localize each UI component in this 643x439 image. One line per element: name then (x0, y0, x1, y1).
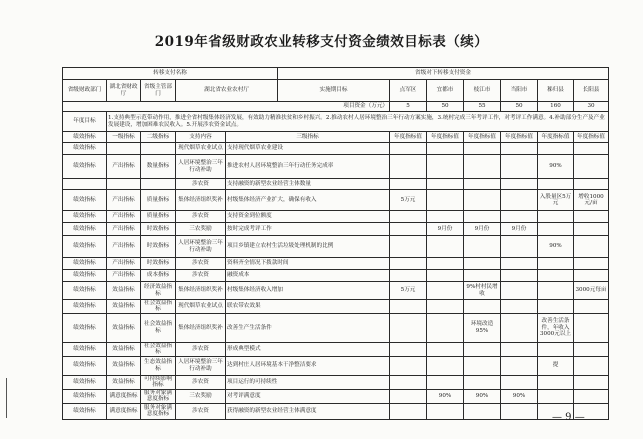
row-value-2 (464, 211, 501, 223)
row-level3: 村级集体经济收入增加 (226, 282, 390, 300)
competent-dept-label: 省级主管部门 (141, 80, 176, 102)
row-level1: 产出指标 (107, 190, 141, 211)
row-support: 涉农资 (176, 211, 226, 223)
row-level2: 时效指标 (141, 236, 176, 258)
row-value-3 (501, 190, 538, 211)
col-header-level2: 二级指标 (141, 132, 176, 143)
row-value-4 (538, 282, 574, 300)
row-value-2: 9%村村民增收 (464, 282, 501, 300)
row-level2: 质量指标 (141, 190, 176, 211)
row-support: 人居环境整治三年行动补助 (176, 236, 226, 258)
row-value-1 (427, 403, 464, 419)
row-value-2 (464, 300, 501, 314)
row-value-3 (501, 282, 538, 300)
row-level2: 社会效益指标 (141, 313, 176, 342)
row-level3: 融资成本 (226, 270, 390, 282)
table-row (63, 270, 609, 282)
row-value-3: 90% (501, 389, 538, 403)
row-value-3 (501, 375, 538, 389)
row-value-3 (501, 143, 538, 155)
row-level3: 达到村庄人居环境基本干净整洁要求 (226, 356, 390, 375)
performance-target-table (62, 67, 609, 420)
row-value-3 (501, 342, 538, 356)
row-value-1 (427, 155, 464, 179)
project-fund-label: 项目资金（万元） (63, 102, 390, 112)
row-value-2 (464, 143, 501, 155)
row-value-0 (390, 270, 427, 282)
row-level3: 推进农村人居环境整治三年行动任务完成率 (226, 155, 390, 179)
row-indicator: 绩效指标 (63, 356, 107, 375)
row-indicator: 绩效指标 (63, 236, 107, 258)
row-level3: 资料齐全情况下拨款时间 (226, 258, 390, 270)
col-header-indicator: 绩效指标 (63, 132, 107, 143)
row-level2: 经济效益指标 (141, 282, 176, 300)
row-value-2 (464, 375, 501, 389)
page-title: 2019年省级财政农业转移支付资金绩效目标表（续） (154, 34, 489, 50)
row-level3: 改善生产生活条件 (226, 313, 390, 342)
row-level3: 联农带农效果 (226, 300, 390, 314)
row-value-5 (574, 375, 609, 389)
row-support: 人居环境整治三年行动补助 (176, 356, 226, 375)
table-row (63, 223, 609, 236)
row-level2: 质量指标 (141, 211, 176, 223)
central-dept-label: 省级财政部门 (63, 80, 107, 102)
row-level1: 效益指标 (107, 313, 141, 342)
row-level2: 时效指标 (141, 223, 176, 236)
row-value-2 (464, 356, 501, 375)
row-indicator: 绩效指标 (63, 155, 107, 179)
amount-2: 55 (464, 102, 501, 112)
row-support: 集体经济组织奖补 (176, 313, 226, 342)
row-indicator: 绩效指标 (63, 389, 107, 403)
annual-goal-label: 年度目标 (63, 112, 107, 132)
row-level3: 形成典型模式 (226, 342, 390, 356)
row-level1: 满意度指标 (107, 389, 141, 403)
row-level3: 对考评满意度 (226, 389, 390, 403)
row-value-4: 90% (538, 155, 574, 179)
col-header-annual-1: 年度指标值 (427, 132, 464, 143)
row-value-4 (538, 342, 574, 356)
row-support: 涉农资 (176, 375, 226, 389)
row-value-4: 90% (538, 236, 574, 258)
row-value-2: 9月份 (464, 223, 501, 236)
row-level3: 村级集体经济产业扩大，确保有收入 (226, 190, 390, 211)
row-value-1 (427, 258, 464, 270)
row-value-4: 改善生活条件，年收入3000元以上 (538, 313, 574, 342)
row-value-1 (427, 375, 464, 389)
row-level1: 满意度指标 (107, 403, 141, 419)
row-value-5 (574, 258, 609, 270)
row-value-1 (427, 270, 464, 282)
row-value-4 (538, 258, 574, 270)
col-header-annual-3: 年度指标值 (501, 132, 538, 143)
row-indicator: 绩效指标 (63, 223, 107, 236)
row-level3: 项目乡镇建立农村生活垃圾处理机制的比例 (226, 236, 390, 258)
row-value-0 (390, 375, 427, 389)
row-indicator: 绩效指标 (63, 342, 107, 356)
table-row (63, 236, 609, 258)
table-row (63, 313, 609, 342)
row-level2: 社会效益指标 (141, 300, 176, 314)
table-row (63, 143, 609, 155)
region-0: 点军区 (390, 80, 427, 102)
col-header-support: 支持内容 (176, 132, 226, 143)
row-level2 (141, 143, 176, 155)
row-value-4: 入股量区5万元 (538, 190, 574, 211)
col-header-annual-0: 年度指标值 (390, 132, 427, 143)
row-level3: 支持现代烟草农业建设 (226, 143, 390, 155)
row-value-1 (427, 342, 464, 356)
page-number: — 9 — (552, 412, 585, 423)
row-value-5: 3000元每亩 (574, 282, 609, 300)
row-value-2: 环境改造95% (464, 313, 501, 342)
allocation-label: 省级对下转移支付资金 (278, 68, 609, 80)
row-value-3 (501, 313, 538, 342)
row-value-3: 9月份 (501, 223, 538, 236)
table-row (63, 342, 609, 356)
row-indicator: 绩效指标 (63, 258, 107, 270)
row-value-4 (538, 389, 574, 403)
row-value-1 (427, 282, 464, 300)
row-value-2 (464, 258, 501, 270)
table-row (63, 179, 609, 190)
table-row (63, 375, 609, 389)
row-indicator: 绩效指标 (63, 375, 107, 389)
row-value-0 (390, 236, 427, 258)
row-level3: 按时完成考评工作 (226, 223, 390, 236)
row-value-4 (538, 211, 574, 223)
row-value-4 (538, 223, 574, 236)
amount-1: 50 (427, 102, 464, 112)
row-value-0 (390, 223, 427, 236)
row-level1: 产出指标 (107, 155, 141, 179)
row-value-0 (390, 155, 427, 179)
row-value-1 (427, 300, 464, 314)
row-level3: 支持融资的新型农业经营主体数量 (226, 179, 390, 190)
dept-value: 湖北省财政厅 (107, 80, 141, 102)
row-support: 三农奖励 (176, 223, 226, 236)
row-value-5 (574, 356, 609, 375)
row-level2: 可持续影响指标 (141, 375, 176, 389)
row-support: 集体经济组织奖补 (176, 282, 226, 300)
col-header-level3: 三级指标 (226, 132, 390, 143)
row-value-4 (538, 375, 574, 389)
row-value-0 (390, 179, 427, 190)
row-value-5 (574, 270, 609, 282)
table-row (63, 300, 609, 314)
row-level2: 服务对象满意度指标 (141, 403, 176, 419)
impl-period-label: 实施期目标 (278, 80, 390, 102)
row-indicator: 绩效指标 (63, 143, 107, 155)
row-indicator: 绩效指标 (63, 270, 107, 282)
row-value-1: 90% (427, 389, 464, 403)
row-value-4 (538, 143, 574, 155)
row-level1: 产出指标 (107, 258, 141, 270)
region-5: 长阳县 (574, 80, 609, 102)
row-value-0 (390, 403, 427, 419)
row-support: 涉农资 (176, 270, 226, 282)
region-4: 秭归县 (538, 80, 574, 102)
row-level1: 效益指标 (107, 342, 141, 356)
annual-goal-text: 1.支持典型示范带动作用，推进全省村级集体经济发展，有效助力精准扶贫和乡村振兴。2.推动农村人居环境整治三年行动方案实施，3.统村完成三年考评工作，对考评工作满意。4.补助部分生产及产业发展建设，增加困难农民收入。5.开展涉农资金试点。 (107, 112, 609, 132)
row-value-0 (390, 300, 427, 314)
row-level2: 服务对象满意度指标 (141, 389, 176, 403)
row-indicator: 绩效指标 (63, 282, 107, 300)
row-value-0: 5万元 (390, 190, 427, 211)
row-level2: 生态效益指标 (141, 356, 176, 375)
row-level1: 产出指标 (107, 223, 141, 236)
row-value-0 (390, 356, 427, 375)
region-2: 枝江市 (464, 80, 501, 102)
region-3: 当阳市 (501, 80, 538, 102)
row-value-5 (574, 223, 609, 236)
row-support: 人居环境整治三年行动补助 (176, 155, 226, 179)
row-level2: 成本指标 (141, 270, 176, 282)
row-level1: 产出指标 (107, 236, 141, 258)
row-value-5 (574, 342, 609, 356)
fund-name-label: 转移支付名称 (63, 68, 278, 80)
row-level1 (107, 179, 141, 190)
row-value-2 (464, 403, 501, 419)
row-value-3 (501, 236, 538, 258)
row-support: 现代烟草农业试点 (176, 300, 226, 314)
row-value-0 (390, 258, 427, 270)
row-indicator: 绩效指标 (63, 403, 107, 419)
table-row (63, 190, 609, 211)
row-value-1 (427, 190, 464, 211)
row-value-5 (574, 389, 609, 403)
row-value-2 (464, 155, 501, 179)
row-value-3 (501, 356, 538, 375)
row-level1: 效益指标 (107, 282, 141, 300)
col-header-level1: 一级指标 (107, 132, 141, 143)
row-level1: 效益指标 (107, 300, 141, 314)
row-level2: 时效指标 (141, 258, 176, 270)
row-level3: 项目运行的可持续性 (226, 375, 390, 389)
row-support: 涉农资 (176, 258, 226, 270)
table-row (63, 211, 609, 223)
row-value-0 (390, 143, 427, 155)
row-value-2 (464, 190, 501, 211)
table-row (63, 403, 609, 419)
row-level1: 效益指标 (107, 356, 141, 375)
row-indicator: 绩效指标 (63, 211, 107, 223)
col-header-annual-2: 年度指标值 (464, 132, 501, 143)
row-level3: 支持资金到位额度 (226, 211, 390, 223)
row-value-2 (464, 342, 501, 356)
table-row (63, 389, 609, 403)
row-value-3 (501, 270, 538, 282)
row-level1: 效益指标 (107, 375, 141, 389)
row-value-3 (501, 211, 538, 223)
row-value-5 (574, 143, 609, 155)
row-level1: 产出指标 (107, 270, 141, 282)
row-support: 涉农资 (176, 403, 226, 419)
row-value-4 (538, 300, 574, 314)
row-value-5 (574, 236, 609, 258)
row-value-4 (538, 270, 574, 282)
row-value-1 (427, 356, 464, 375)
row-value-5 (574, 211, 609, 223)
row-value-0 (390, 389, 427, 403)
row-level2: 数量指标 (141, 155, 176, 179)
row-value-2: 90% (464, 389, 501, 403)
row-value-3 (501, 258, 538, 270)
row-level2 (141, 179, 176, 190)
row-level2: 社会效益指标 (141, 342, 176, 356)
row-value-5 (574, 313, 609, 342)
row-value-0 (390, 313, 427, 342)
col-header-annual-4: 年度指标值 (538, 132, 574, 143)
row-value-5 (574, 300, 609, 314)
row-level1: 产出指标 (107, 211, 141, 223)
row-value-0: 5万元 (390, 282, 427, 300)
col-header-annual-5: 年度指标值 (574, 132, 609, 143)
row-level3: 获得融资的新型农业经营主体满意度 (226, 403, 390, 419)
table-row (63, 356, 609, 375)
table-row (63, 282, 609, 300)
row-value-4 (538, 179, 574, 190)
table-row (63, 155, 609, 179)
row-indicator: 绩效指标 (63, 300, 107, 314)
row-value-5 (574, 179, 609, 190)
row-value-1 (427, 143, 464, 155)
binding-mark (6, 378, 7, 418)
row-value-2 (464, 179, 501, 190)
row-value-0 (390, 211, 427, 223)
row-value-2 (464, 236, 501, 258)
row-value-3 (501, 179, 538, 190)
row-level1 (107, 143, 141, 155)
row-value-1 (427, 313, 464, 342)
row-value-1 (427, 236, 464, 258)
competent-dept-value: 湖北省农业农村厅 (176, 80, 278, 102)
row-support: 涉农资 (176, 342, 226, 356)
row-support: 涉农资 (176, 179, 226, 190)
row-indicator (63, 179, 107, 190)
amount-5: 30 (574, 102, 609, 112)
row-value-1 (427, 211, 464, 223)
row-indicator: 绩效指标 (63, 190, 107, 211)
row-value-3 (501, 403, 538, 419)
row-support: 集体经济组织奖补 (176, 190, 226, 211)
row-value-5 (574, 155, 609, 179)
row-indicator: 绩效指标 (63, 313, 107, 342)
amount-4: 160 (538, 102, 574, 112)
row-value-1: 9月份 (427, 223, 464, 236)
row-value-1 (427, 179, 464, 190)
row-value-0 (390, 342, 427, 356)
row-value-3 (501, 300, 538, 314)
row-support: 现代烟草农业试点 (176, 143, 226, 155)
table-row (63, 258, 609, 270)
row-value-3 (501, 155, 538, 179)
row-support: 三农奖励 (176, 389, 226, 403)
row-value-5: 增收1000元/亩 (574, 190, 609, 211)
row-value-4: 提 (538, 356, 574, 375)
amount-0: 5 (390, 102, 427, 112)
row-value-2 (464, 270, 501, 282)
amount-3: 50 (501, 102, 538, 112)
region-1: 宜都市 (427, 80, 464, 102)
